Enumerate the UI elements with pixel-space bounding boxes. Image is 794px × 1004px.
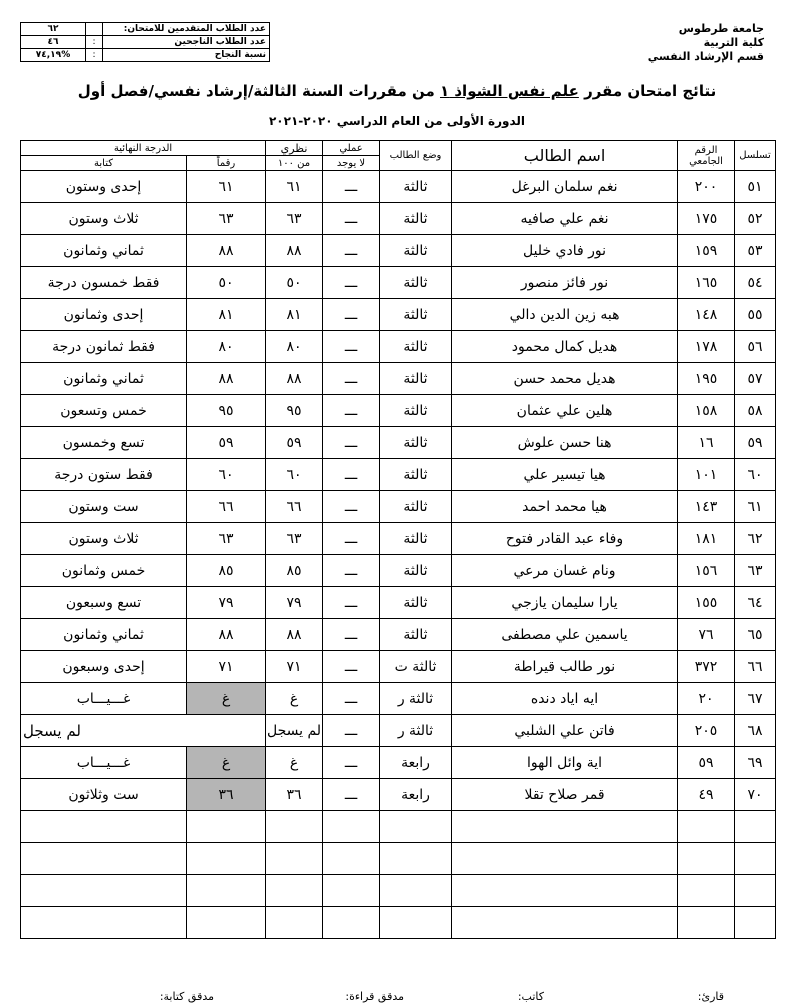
university-id-cell: ١٥٥ (678, 587, 735, 619)
student-name-cell: نور طالب قيراطة (452, 651, 678, 683)
empty-cell (21, 907, 187, 939)
theory-grade-cell: ٨٥ (266, 555, 323, 587)
empty-cell (323, 811, 380, 843)
theory-grade-cell: ٦٣ (266, 523, 323, 555)
empty-cell (323, 875, 380, 907)
table-row (21, 683, 776, 715)
practical-cell: ـــ (323, 715, 380, 747)
student-status-cell: ثالثة (380, 427, 452, 459)
student-status-cell: ثالثة (380, 331, 452, 363)
table-row (21, 555, 776, 587)
university-id-cell: ١٤٣ (678, 491, 735, 523)
final-grade-text-cell: ثلاث وستون (21, 203, 187, 235)
final-grade-numeric-cell: ٣٦ (187, 779, 266, 811)
student-name-cell: ياسمين علي مصطفى (452, 619, 678, 651)
col-final-grade: الدرجة النهائية (21, 141, 266, 156)
practical-cell: ـــ (323, 203, 380, 235)
university-id-cell: ١٦٥ (678, 267, 735, 299)
theory-grade-cell: ٨١ (266, 299, 323, 331)
university-id-cell: ١٧٨ (678, 331, 735, 363)
final-grade-numeric-cell: غ (187, 683, 266, 715)
title-prefix: نتائج امتحان مقرر (578, 82, 717, 100)
final-grade-text-cell: إحدى وثمانون (21, 299, 187, 331)
university-id-cell: ١٦ (678, 427, 735, 459)
serial-cell: ٥١ (735, 171, 776, 203)
empty-cell (380, 907, 452, 939)
student-name-cell: نغم علي صافيه (452, 203, 678, 235)
col-theory: نظري (266, 141, 323, 156)
table-row (21, 363, 776, 395)
stat-separator: : (86, 36, 103, 49)
serial-cell: ٥٣ (735, 235, 776, 267)
final-grade-text-cell: فقط خمسون درجة (21, 267, 187, 299)
theory-grade-cell: ٧١ (266, 651, 323, 683)
stat-label: عدد الطلاب الناجحين (103, 36, 270, 49)
table-row (21, 395, 776, 427)
practical-cell: ـــ (323, 235, 380, 267)
serial-cell: ٦٧ (735, 683, 776, 715)
col-practical-sub: لا يوجد (323, 156, 380, 171)
student-status-cell: ثالثة (380, 267, 452, 299)
stat-label: نسبة النجاح (103, 49, 270, 62)
final-grade-text-cell: تسع وخمسون (21, 427, 187, 459)
student-status-cell: ثالثة (380, 555, 452, 587)
practical-cell: ـــ (323, 299, 380, 331)
student-status-cell: ثالثة (380, 299, 452, 331)
student-status-cell: ثالثة ر (380, 715, 452, 747)
serial-cell: ٦٤ (735, 587, 776, 619)
empty-cell (266, 843, 323, 875)
student-status-cell: ثالثة ت (380, 651, 452, 683)
stat-separator: : (86, 49, 103, 62)
practical-cell: ـــ (323, 651, 380, 683)
department-name: قسم الإرشاد النفسي (647, 50, 764, 63)
stat-label: عدد الطلاب المتقدمين للامتحان: (103, 23, 270, 36)
final-grade-text-cell: ست وستون (21, 491, 187, 523)
theory-grade-cell: ٦٣ (266, 203, 323, 235)
empty-cell (380, 811, 452, 843)
student-name-cell: فاتن علي الشلبي (452, 715, 678, 747)
stats-row (21, 23, 270, 36)
serial-cell: ٥٢ (735, 203, 776, 235)
practical-cell: ـــ (323, 779, 380, 811)
student-name-cell: هلين علي عثمان (452, 395, 678, 427)
student-status-cell: ثالثة (380, 203, 452, 235)
final-grade-numeric-cell: ٥٠ (187, 267, 266, 299)
serial-cell: ٥٧ (735, 363, 776, 395)
final-grade-numeric-cell: ٨٨ (187, 235, 266, 267)
practical-cell: ـــ (323, 171, 380, 203)
university-id-cell: ٣٧٢ (678, 651, 735, 683)
university-id-cell: ١٤٨ (678, 299, 735, 331)
empty-cell (678, 843, 735, 875)
theory-grade-cell: ٨٨ (266, 235, 323, 267)
university-id-cell: ١٥٨ (678, 395, 735, 427)
theory-grade-cell: ٦٠ (266, 459, 323, 491)
theory-grade-cell: ٣٦ (266, 779, 323, 811)
student-status-cell: ثالثة ر (380, 683, 452, 715)
university-id-cell: ١٨١ (678, 523, 735, 555)
final-grade-text-cell: ثلاث وستون (21, 523, 187, 555)
table-row (21, 619, 776, 651)
empty-cell (380, 843, 452, 875)
empty-cell (452, 907, 678, 939)
table-row (21, 235, 776, 267)
serial-cell: ٥٨ (735, 395, 776, 427)
university-id-cell: ٥٩ (678, 747, 735, 779)
empty-row (21, 907, 776, 939)
empty-cell (266, 811, 323, 843)
final-grade-numeric-cell: ٨٨ (187, 619, 266, 651)
results-table (20, 140, 776, 939)
col-university-id: الرقم الجامعي (678, 141, 735, 171)
practical-cell: ـــ (323, 459, 380, 491)
faculty-name: كلية التربية (703, 36, 764, 49)
university-id-cell: ١٥٦ (678, 555, 735, 587)
final-grade-numeric-cell: ٥٩ (187, 427, 266, 459)
final-grade-text-cell: غـــيـــاب (21, 747, 187, 779)
table-row (21, 747, 776, 779)
read-checker-label: مدقق قراءة: (345, 990, 404, 1003)
institution-header (648, 22, 764, 64)
empty-cell (678, 811, 735, 843)
table-row (21, 427, 776, 459)
practical-cell: ـــ (323, 427, 380, 459)
final-grade-numeric-cell: غ (187, 747, 266, 779)
theory-grade-cell: ٦٦ (266, 491, 323, 523)
final-grade-text-cell: ثماني وثمانون (21, 235, 187, 267)
table-row (21, 267, 776, 299)
final-grade-text-cell: خمس وتسعون (21, 395, 187, 427)
theory-grade-cell: ٩٥ (266, 395, 323, 427)
stats-row (21, 49, 270, 62)
exam-session: الدورة الأولى من العام الدراسي ٢٠٢٠-٢٠٢١ (268, 114, 526, 128)
col-student-status: وضع الطالب (380, 141, 452, 171)
theory-grade-cell: ٨٠ (266, 331, 323, 363)
student-status-cell: ثالثة (380, 619, 452, 651)
table-row (21, 299, 776, 331)
table-row (21, 171, 776, 203)
student-status-cell: ثالثة (380, 363, 452, 395)
final-grade-text-cell: خمس وثمانون (21, 555, 187, 587)
university-id-cell: ١٥٩ (678, 235, 735, 267)
student-status-cell: ثالثة (380, 235, 452, 267)
stat-separator (86, 23, 103, 36)
practical-cell: ـــ (323, 267, 380, 299)
student-name-cell: وفاء عبد القادر فتوح (452, 523, 678, 555)
empty-cell (323, 907, 380, 939)
table-row (21, 523, 776, 555)
title-suffix: من مقررات السنة الثالثة/إرشاد نفسي/فصل أول (77, 82, 440, 100)
course-name: علم نفس الشواذ ١ (439, 82, 579, 100)
final-grade-text-cell: ثماني وثمانون (21, 363, 187, 395)
serial-cell: ٦٦ (735, 651, 776, 683)
col-final-numeric: رقماً (187, 156, 266, 171)
theory-grade-cell: ٨٨ (266, 619, 323, 651)
final-grade-numeric-cell: ٦٣ (187, 523, 266, 555)
university-id-cell: ٢٠٠ (678, 171, 735, 203)
page-title (20, 82, 774, 100)
empty-cell (735, 811, 776, 843)
table-row (21, 651, 776, 683)
theory-grade-cell: غ (266, 683, 323, 715)
final-grade-numeric-cell: ٧٩ (187, 587, 266, 619)
serial-cell: ٥٦ (735, 331, 776, 363)
serial-cell: ٦١ (735, 491, 776, 523)
final-grade-text-cell: فقط ستون درجة (21, 459, 187, 491)
table-row (21, 491, 776, 523)
serial-cell: ٥٤ (735, 267, 776, 299)
empty-cell (187, 843, 266, 875)
serial-cell: ٦٠ (735, 459, 776, 491)
serial-cell: ٦٣ (735, 555, 776, 587)
table-row (21, 715, 776, 747)
empty-cell (266, 907, 323, 939)
theory-grade-cell: ٨٨ (266, 363, 323, 395)
empty-row (21, 843, 776, 875)
final-grade-text-cell: إحدى وستون (21, 171, 187, 203)
final-grade-text-cell: تسع وسبعون (21, 587, 187, 619)
student-status-cell: ثالثة (380, 459, 452, 491)
university-id-cell: ١٩٥ (678, 363, 735, 395)
practical-cell: ـــ (323, 363, 380, 395)
serial-cell: ٦٥ (735, 619, 776, 651)
student-name-cell: هيا محمد احمد (452, 491, 678, 523)
final-grade-text-cell: غـــيـــاب (21, 683, 187, 715)
col-practical: عملي (323, 141, 380, 156)
empty-cell (21, 811, 187, 843)
university-id-cell: ٧٦ (678, 619, 735, 651)
stat-value: %٧٤,١٩ (21, 49, 86, 62)
empty-cell (380, 875, 452, 907)
practical-cell: ـــ (323, 747, 380, 779)
final-grade-text-cell: ست وثلاثون (21, 779, 187, 811)
reader-label: قارئ: (697, 990, 724, 1003)
student-name-cell: هبه زين الدين دالي (452, 299, 678, 331)
student-name-cell: يارا سليمان يازجي (452, 587, 678, 619)
final-grade-numeric-cell: ٨٨ (187, 363, 266, 395)
practical-cell: ـــ (323, 395, 380, 427)
final-grade-numeric-cell: ٧١ (187, 651, 266, 683)
table-row (21, 331, 776, 363)
empty-cell (678, 875, 735, 907)
col-serial: تسلسل (735, 141, 776, 171)
empty-cell (266, 875, 323, 907)
final-grade-text-cell: إحدى وسبعون (21, 651, 187, 683)
table-row (21, 459, 776, 491)
serial-cell: ٦٢ (735, 523, 776, 555)
stats-box (20, 22, 270, 62)
student-name-cell: نغم سلمان البرغل (452, 171, 678, 203)
col-theory-sub: من ١٠٠ (266, 156, 323, 171)
student-status-cell: ثالثة (380, 491, 452, 523)
student-status-cell: ثالثة (380, 523, 452, 555)
theory-grade-cell: ٦١ (266, 171, 323, 203)
empty-cell (323, 843, 380, 875)
theory-grade-cell: لم يسجل (266, 715, 323, 747)
table-row (21, 587, 776, 619)
practical-cell: ـــ (323, 491, 380, 523)
stat-value: ٤٦ (21, 36, 86, 49)
final-grade-numeric-cell: ٩٥ (187, 395, 266, 427)
col-final-text: كتابة (21, 156, 187, 171)
practical-cell: ـــ (323, 555, 380, 587)
student-name-cell: ونام غسان مرعي (452, 555, 678, 587)
final-grade-numeric-cell: ٨٠ (187, 331, 266, 363)
student-name-cell: هيا تيسير علي (452, 459, 678, 491)
empty-cell (735, 907, 776, 939)
empty-cell (187, 875, 266, 907)
theory-grade-cell: ٥٠ (266, 267, 323, 299)
practical-cell: ـــ (323, 523, 380, 555)
theory-grade-cell: ٧٩ (266, 587, 323, 619)
empty-cell (187, 907, 266, 939)
serial-cell: ٦٨ (735, 715, 776, 747)
university-id-cell: ١٧٥ (678, 203, 735, 235)
stats-row (21, 36, 270, 49)
student-name-cell: نور فائز منصور (452, 267, 678, 299)
university-id-cell: ٤٩ (678, 779, 735, 811)
student-status-cell: ثالثة (380, 587, 452, 619)
empty-cell (735, 843, 776, 875)
university-id-cell: ١٠١ (678, 459, 735, 491)
empty-cell (21, 875, 187, 907)
final-grade-numeric-cell: ٦١ (187, 171, 266, 203)
final-grade-numeric-cell: ٨٥ (187, 555, 266, 587)
student-name-cell: ايه اياد دنده (452, 683, 678, 715)
student-name-cell: هديل محمد حسن (452, 363, 678, 395)
empty-cell (21, 843, 187, 875)
student-name-cell: اية وائل الهوا (452, 747, 678, 779)
practical-cell: ـــ (323, 331, 380, 363)
serial-cell: ٥٥ (735, 299, 776, 331)
empty-cell (452, 875, 678, 907)
table-row (21, 203, 776, 235)
student-name-cell: قمر صلاح تقلا (452, 779, 678, 811)
write-checker-label: مدقق كتابة: (159, 990, 214, 1003)
stat-value: ٦٢ (21, 23, 86, 36)
final-grade-numeric-cell: ٦٠ (187, 459, 266, 491)
final-grade-numeric-cell: ٦٦ (187, 491, 266, 523)
university-id-cell: ٢٠ (678, 683, 735, 715)
theory-grade-cell: ٥٩ (266, 427, 323, 459)
practical-cell: ـــ (323, 619, 380, 651)
student-status-cell: ثالثة (380, 171, 452, 203)
empty-row (21, 875, 776, 907)
university-name: جامعة طرطوس (678, 22, 764, 35)
empty-cell (452, 811, 678, 843)
final-grade-text-cell: ثماني وثمانون (21, 619, 187, 651)
empty-cell (735, 875, 776, 907)
writer-label: كاتب: (517, 990, 544, 1003)
theory-grade-cell: غ (266, 747, 323, 779)
serial-cell: ٦٩ (735, 747, 776, 779)
empty-cell (678, 907, 735, 939)
serial-cell: ٥٩ (735, 427, 776, 459)
empty-row (21, 811, 776, 843)
empty-cell (452, 843, 678, 875)
serial-cell: ٧٠ (735, 779, 776, 811)
col-student-name: اسم الطالب (452, 141, 678, 171)
student-name-cell: هنا حسن علوش (452, 427, 678, 459)
student-status-cell: رابعة (380, 747, 452, 779)
student-name-cell: نور فادي خليل (452, 235, 678, 267)
practical-cell: ـــ (323, 683, 380, 715)
practical-cell: ـــ (323, 587, 380, 619)
final-grade-numeric-cell: ٦٣ (187, 203, 266, 235)
table-row (21, 779, 776, 811)
final-grade-numeric-cell: ٨١ (187, 299, 266, 331)
student-name-cell: هديل كمال محمود (452, 331, 678, 363)
final-grade-text-cell: لم يسجل (21, 715, 266, 747)
student-status-cell: ثالثة (380, 395, 452, 427)
student-status-cell: رابعة (380, 779, 452, 811)
final-grade-text-cell: فقط ثمانون درجة (21, 331, 187, 363)
university-id-cell: ٢٠٥ (678, 715, 735, 747)
empty-cell (187, 811, 266, 843)
